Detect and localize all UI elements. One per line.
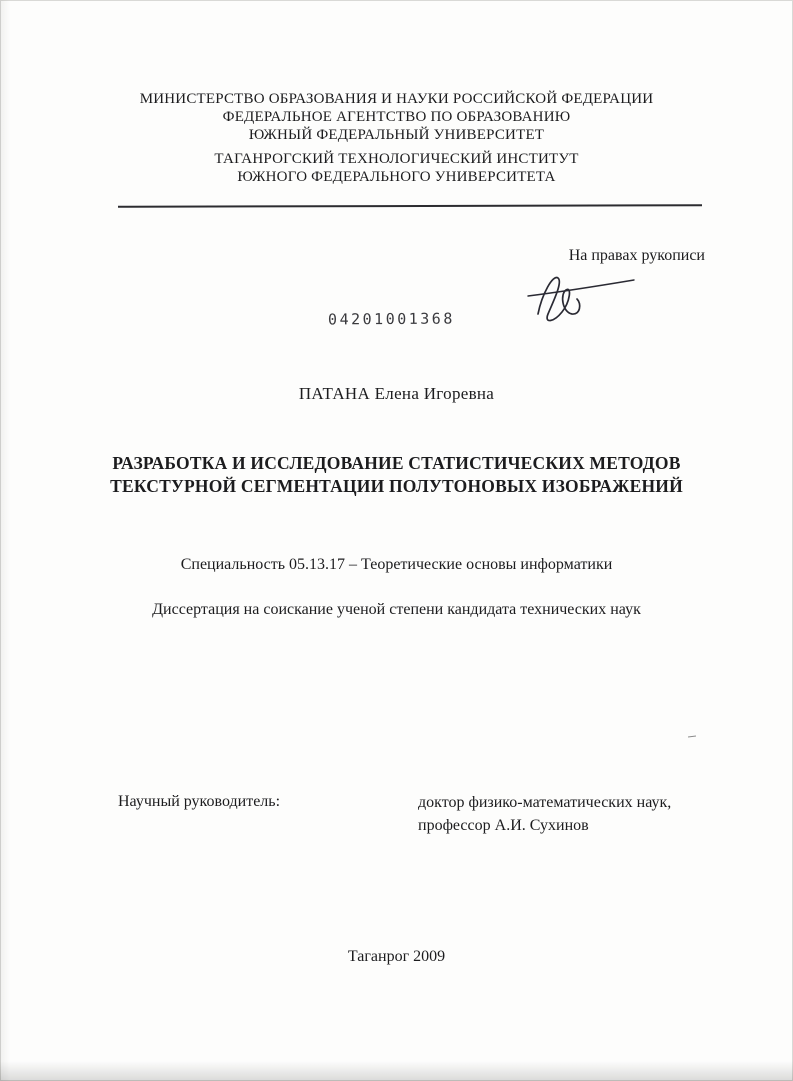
scan-artifact-mark xyxy=(688,735,696,737)
dissertation-title xyxy=(0,452,793,498)
thesis-type-line: Диссертация на соискание ученой степени кандидата технических наук xyxy=(152,601,641,618)
city-year: Таганрог 2009 xyxy=(347,948,446,965)
header-line-university: ЮЖНЫЙ ФЕДЕРАЛЬНЫЙ УНИВЕРСИТЕТ xyxy=(248,127,545,143)
registration-number: 04201001368 xyxy=(327,309,455,329)
advisor-degree-line-2: профессор А.И. Сухинов xyxy=(418,817,589,834)
header-line-ministry: МИНИСТЕРСТВО ОБРАЗОВАНИЯ И НАУКИ РОССИЙСКОЙ ФЕДЕРАЦИИ xyxy=(139,91,654,107)
author-name: ПАТАНА Елена Игоревна xyxy=(298,384,495,403)
document-subheader xyxy=(0,150,793,186)
manuscript-note: На правах рукописи xyxy=(568,247,705,264)
header-line-agency: ФЕДЕРАЛЬНОЕ АГЕНТСТВО ПО ОБРАЗОВАНИЮ xyxy=(222,109,571,125)
signature-image xyxy=(520,266,640,333)
header-line-institute: ТАГАНРОГСКИЙ ТЕХНОЛОГИЧЕСКИЙ ИНСТИТУТ xyxy=(214,151,579,167)
document-header xyxy=(0,90,793,144)
title-line-2: ТЕКСТУРНОЙ СЕГМЕНТАЦИИ ПОЛУТОНОВЫХ ИЗОБРАЖЕНИЙ xyxy=(110,476,683,496)
advisor-label: Научный руководитель: xyxy=(118,793,281,810)
specialty-line: Специальность 05.13.17 – Теоретические основы информатики xyxy=(180,556,613,573)
header-divider xyxy=(118,204,702,208)
advisor-degree-line-1: доктор физико-математических наук, xyxy=(418,794,672,811)
title-line-1: РАЗРАБОТКА И ИССЛЕДОВАНИЕ СТАТИСТИЧЕСКИХ МЕТОДОВ xyxy=(112,453,681,473)
header-line-university-of: ЮЖНОГО ФЕДЕРАЛЬНОГО УНИВЕРСИТЕТА xyxy=(237,169,556,185)
advisor-degree xyxy=(418,791,671,837)
